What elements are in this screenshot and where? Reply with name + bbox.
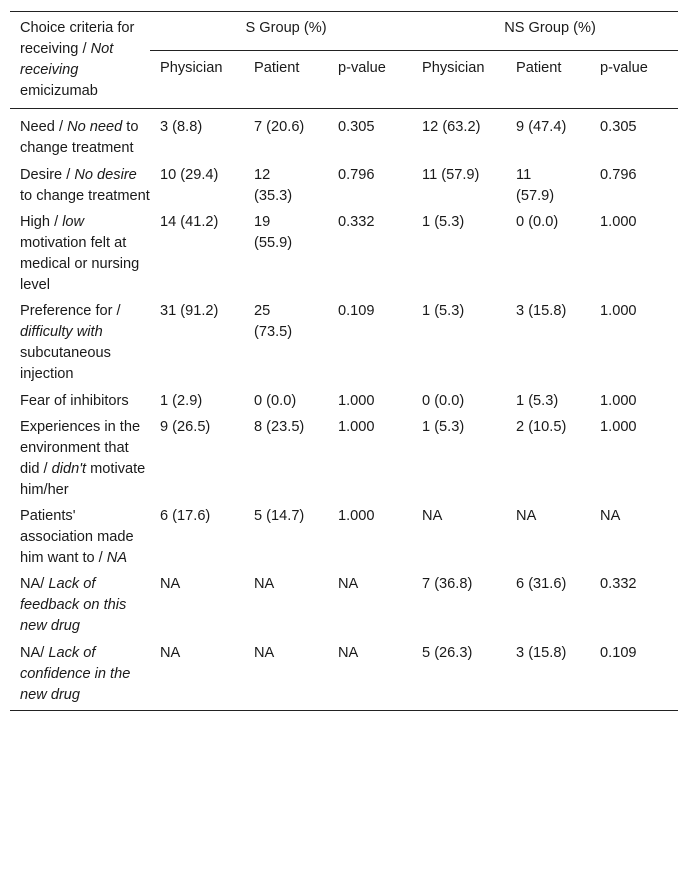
table-cell: NA	[244, 639, 328, 711]
table-cell: NA	[160, 576, 181, 593]
label-part: NA/	[20, 576, 49, 593]
table-cell: 1.000	[600, 303, 637, 320]
table-row	[10, 570, 678, 638]
label-part: High /	[20, 213, 63, 230]
label-part: to change treatment	[20, 119, 139, 157]
row-criterion	[10, 109, 150, 161]
table-cell: 0.332	[600, 576, 637, 593]
table-row	[10, 109, 678, 161]
row-criterion	[10, 502, 150, 570]
table-cell: 12 (63.2)	[422, 119, 481, 136]
table-cell: 0 (0.0)	[422, 392, 465, 409]
table-row	[10, 639, 678, 711]
label-part: subcutaneous injection	[20, 345, 111, 383]
table-cell: 2 (10.5)	[516, 418, 567, 435]
table-cell: 1.000	[338, 418, 375, 435]
table-cell: 7 (36.8)	[422, 576, 473, 593]
table-cell: 1 (2.9)	[160, 392, 203, 409]
table-cell: NA	[150, 639, 244, 711]
table-cell: 7 (20.6)	[254, 119, 305, 136]
label-part: Preference for /	[20, 303, 121, 320]
label-italic-part: NA	[106, 550, 128, 567]
table-cell: 0.305	[600, 119, 637, 136]
table-cell: 8 (23.5)	[254, 418, 305, 435]
table-cell: 25 (73.5)	[254, 303, 293, 341]
label-part: Patients' association made him want to /	[20, 507, 134, 567]
table-cell: 0.109	[338, 303, 375, 320]
table-cell: 0.796	[600, 166, 637, 183]
table-cell: 1 (5.3)	[422, 418, 465, 435]
table-cell: 0.332	[338, 213, 375, 230]
table-cell: 9 (47.4)	[516, 119, 567, 136]
table-cell: 1 (5.3)	[516, 392, 559, 409]
table-cell: 1.000	[338, 507, 375, 524]
table-cell: 0.109	[590, 639, 678, 711]
table-cell: 6 (31.6)	[516, 576, 567, 593]
table-cell: 1.000	[600, 213, 637, 230]
label-part: emicizumab	[20, 83, 98, 100]
table-row	[10, 413, 678, 502]
subheader-s-pvalue: p-value	[328, 51, 412, 109]
label-italic-part: difficulty with	[20, 324, 103, 341]
table-row	[10, 161, 678, 208]
table-cell: 5 (26.3)	[412, 639, 506, 711]
label-part: NA/	[20, 644, 49, 661]
label-part: motivation felt at medical or nursing level	[20, 234, 140, 294]
table-cell: NA	[328, 639, 412, 711]
label-part: Need /	[20, 119, 68, 136]
table-cell: 0 (0.0)	[516, 213, 559, 230]
table-cell: NA	[338, 576, 359, 593]
subheader-s-patient: Patient	[244, 51, 328, 109]
table-cell: 1.000	[600, 392, 637, 409]
table-row	[10, 208, 678, 297]
label-part: Desire /	[20, 166, 75, 183]
label-italic-part: Not receiving	[20, 41, 114, 79]
criteria-header	[10, 12, 150, 109]
label-part: Fear of inhibitors	[20, 392, 129, 409]
label-italic-part: No desire	[74, 166, 137, 183]
table-cell: 19 (55.9)	[254, 213, 293, 251]
table-cell: 5 (14.7)	[254, 507, 305, 524]
table-cell: 3 (15.8)	[506, 639, 590, 711]
table-cell: 11 (57.9)	[516, 166, 555, 204]
label-part: motivate him/her	[20, 460, 146, 498]
results-table	[10, 11, 678, 711]
table-cell: 9 (26.5)	[160, 418, 211, 435]
table-cell: 1.000	[600, 418, 637, 435]
row-criterion	[10, 208, 150, 297]
subheader-s-physician: Physician	[150, 51, 244, 109]
table-cell: 1 (5.3)	[422, 303, 465, 320]
row-criterion	[10, 570, 150, 638]
label-italic-part: didn't	[51, 460, 87, 477]
label-part: Experiences in the environment that did /	[20, 418, 141, 477]
group-header-ns: NS Group (%)	[412, 12, 678, 51]
table-cell: 12 (35.3)	[254, 166, 293, 204]
row-criterion	[10, 387, 150, 413]
table-row	[10, 387, 678, 413]
table-cell: 10 (29.4)	[160, 166, 219, 183]
label-part: Choice criteria for receiving /	[20, 20, 135, 58]
table-cell: 1 (5.3)	[422, 213, 465, 230]
table-cell: 6 (17.6)	[160, 507, 211, 524]
table-body	[10, 109, 678, 710]
subheader-ns-pvalue: p-value	[590, 51, 678, 109]
row-criterion	[10, 413, 150, 502]
row-criterion	[10, 297, 150, 386]
criteria-header-label	[20, 20, 134, 99]
label-italic-part: Lack of feedback on this new drug	[20, 576, 127, 635]
table-cell: NA	[254, 576, 275, 593]
row-criterion	[10, 639, 150, 711]
label-italic-part: No need	[67, 119, 123, 136]
table-cell: 0 (0.0)	[254, 392, 297, 409]
group-header-s: S Group (%)	[150, 12, 412, 51]
table-row	[10, 502, 678, 570]
table-cell: 0.796	[338, 166, 375, 183]
table-cell: NA	[422, 507, 443, 524]
table-cell: 14 (41.2)	[160, 213, 219, 230]
subheader-ns-patient: Patient	[506, 51, 590, 109]
subheader-ns-physician: Physician	[412, 51, 506, 109]
table-cell: 3 (8.8)	[160, 119, 203, 136]
table-row	[10, 297, 678, 386]
table-cell: 1.000	[338, 392, 375, 409]
table-cell: NA	[600, 507, 621, 524]
row-criterion	[10, 161, 150, 208]
table-cell: 0.305	[338, 119, 375, 136]
label-italic-part: Lack of confidence in the new drug	[20, 644, 131, 703]
table-cell: 31 (91.2)	[160, 303, 219, 320]
label-italic-part: low	[62, 213, 85, 230]
table-cell: NA	[516, 507, 537, 524]
table-cell: 3 (15.8)	[516, 303, 567, 320]
table-cell: 11 (57.9)	[422, 166, 480, 183]
label-part: to change treatment	[20, 187, 150, 204]
